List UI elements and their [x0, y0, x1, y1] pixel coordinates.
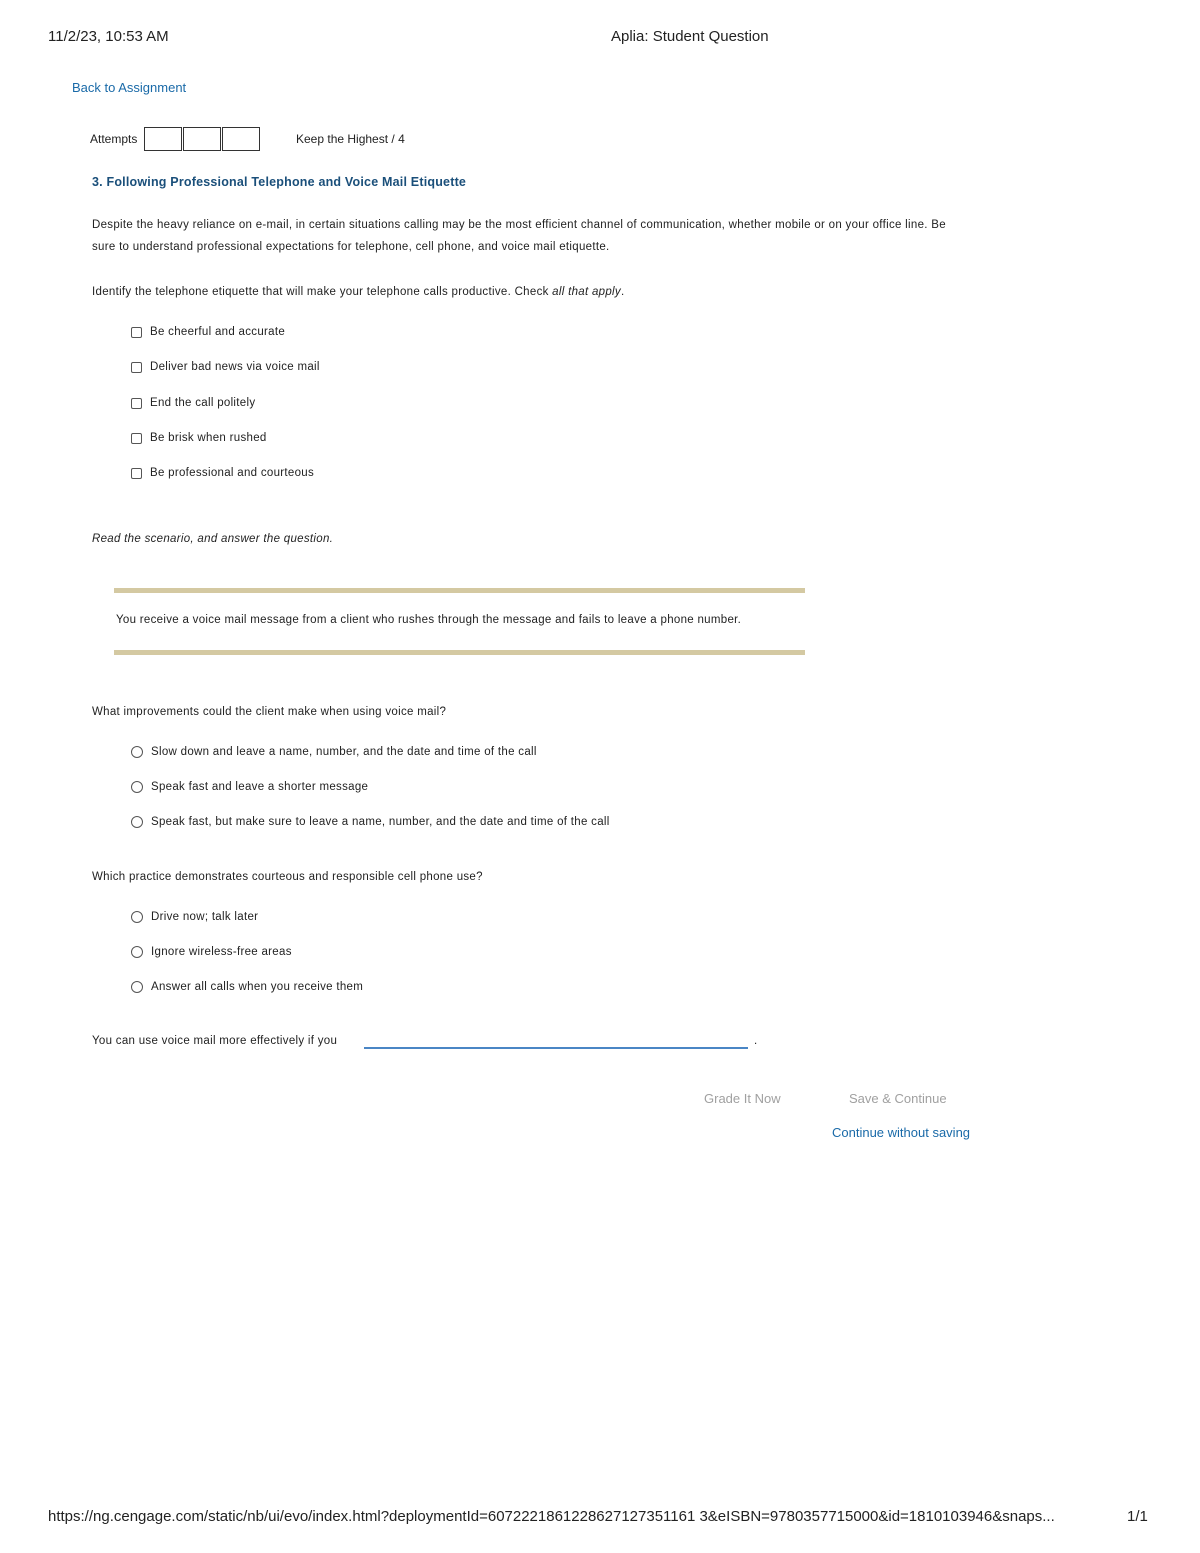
option-label: Be brisk when rushed	[150, 432, 267, 444]
radio-button[interactable]	[131, 781, 143, 793]
q3-text: Which practice demonstrates courteous and responsible cell phone use?	[92, 871, 483, 883]
option-label: Speak fast and leave a shorter message	[151, 781, 369, 793]
radio-button[interactable]	[131, 816, 143, 828]
q2-text: What improvements could the client make when using voice mail?	[92, 706, 447, 718]
attempt-box	[144, 127, 182, 151]
print-page-number: 1/1	[1127, 1508, 1148, 1525]
option-label: Speak fast, but make sure to leave a name, number, and the date and time of the call	[151, 816, 610, 828]
q3-option-1[interactable]	[131, 911, 258, 923]
q2-option-3[interactable]	[131, 816, 610, 828]
scenario-bottom-bar	[114, 650, 805, 655]
checkbox-option-1[interactable]	[131, 326, 285, 338]
fill-in-dropdown[interactable]	[364, 1047, 748, 1049]
back-to-assignment-link[interactable]: Back to Assignment	[72, 80, 187, 95]
scenario-instruction: Read the scenario, and answer the question.	[92, 533, 334, 545]
option-label: Ignore wireless-free areas	[151, 946, 292, 958]
checkbox-option-4[interactable]	[131, 432, 267, 444]
scenario-text: You receive a voice mail message from a client who rushes through the message and fails to leave a phone number.	[116, 614, 742, 626]
attempts-label: Attempts	[90, 132, 138, 146]
print-page-title: Aplia: Student Question	[611, 28, 769, 45]
prompt-emphasis: all that apply	[552, 286, 621, 298]
q2-option-2[interactable]	[131, 781, 368, 793]
prompt-text: Identify the telephone etiquette that will make your telephone calls productive. Check	[92, 286, 553, 298]
fill-in-period: .	[754, 1035, 758, 1047]
checkbox[interactable]	[131, 398, 142, 409]
fill-in-text: You can use voice mail more effectively if you	[92, 1035, 338, 1047]
q3-option-2[interactable]	[131, 946, 292, 958]
checkbox[interactable]	[131, 362, 142, 373]
checkbox-option-5[interactable]	[131, 467, 314, 479]
option-label: Slow down and leave a name, number, and the date and time of the call	[151, 746, 537, 758]
radio-button[interactable]	[131, 911, 143, 923]
continue-without-saving-link[interactable]: Continue without saving	[832, 1125, 971, 1140]
option-label: Deliver bad news via voice mail	[150, 361, 320, 373]
grade-it-now-button[interactable]: Grade It Now	[704, 1091, 781, 1106]
option-label: Answer all calls when you receive them	[151, 981, 364, 993]
option-label: Drive now; talk later	[151, 911, 259, 923]
q3-option-3[interactable]	[131, 981, 363, 993]
checkbox[interactable]	[131, 468, 142, 479]
checkbox-option-2[interactable]	[131, 361, 320, 373]
attempt-boxes	[144, 127, 261, 151]
radio-button[interactable]	[131, 746, 143, 758]
prompt-end: .	[620, 286, 625, 298]
option-label: Be cheerful and accurate	[150, 326, 286, 338]
keep-highest-label: Keep the Highest / 4	[296, 132, 405, 146]
checkbox-option-3[interactable]	[131, 397, 255, 409]
question-intro: Despite the heavy reliance on e-mail, in certain situations calling may be the most efficient channel of communication, whether mobile or on your office line. Be sure to understand professional expectations for telephone, cell phone, and voice mail etiquette.	[92, 219, 946, 253]
save-and-continue-button[interactable]: Save & Continue	[849, 1091, 947, 1106]
option-label: Be professional and courteous	[150, 467, 315, 479]
print-url: https://ng.cengage.com/static/nb/ui/evo/index.html?deploymentId=6072221861228627127351161 3&eISBN=9780357715000&id=1810103946&snaps...	[48, 1508, 1055, 1525]
option-label: End the call politely	[150, 397, 256, 409]
scenario-top-bar	[114, 588, 805, 593]
checkbox[interactable]	[131, 327, 142, 338]
checkbox[interactable]	[131, 433, 142, 444]
attempt-box	[222, 127, 260, 151]
radio-button[interactable]	[131, 981, 143, 993]
print-datetime: 11/2/23, 10:53 AM	[48, 28, 169, 45]
checkbox-question-prompt	[92, 286, 624, 298]
attempt-box	[183, 127, 221, 151]
radio-button[interactable]	[131, 946, 143, 958]
question-title: 3. Following Professional Telephone and Voice Mail Etiquette	[92, 175, 467, 189]
q2-option-1[interactable]	[131, 746, 537, 758]
